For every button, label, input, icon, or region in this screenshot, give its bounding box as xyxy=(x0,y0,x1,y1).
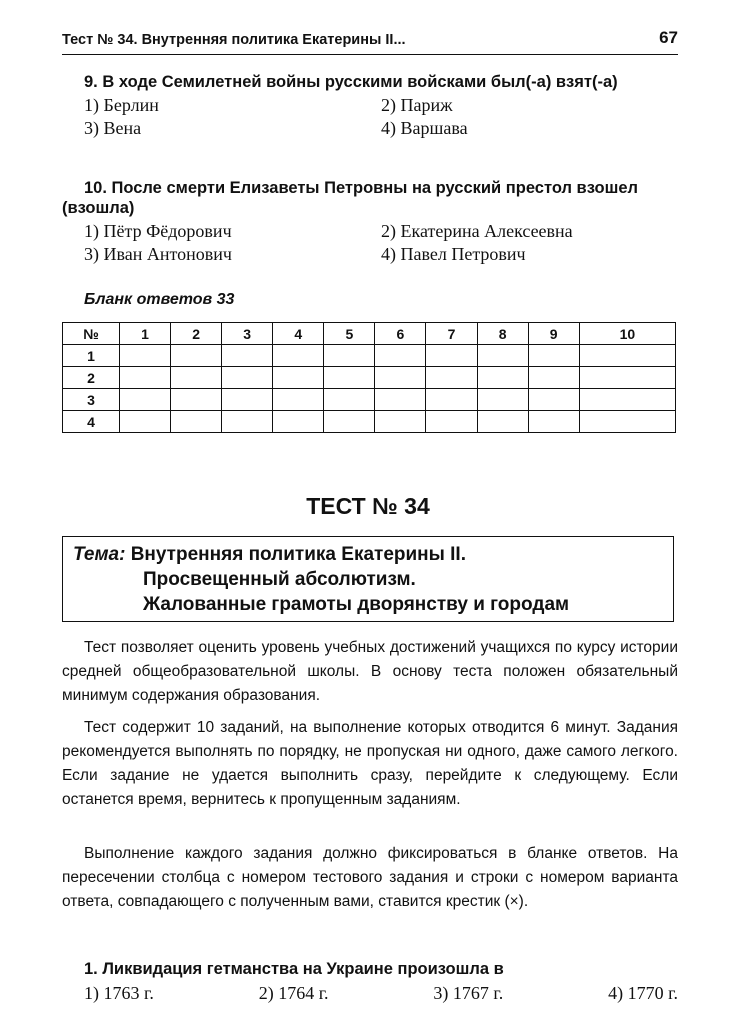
answer-form-cell xyxy=(120,345,171,367)
intro-paragraph-1: Тест позволяет оценить уровень учебных достижений учащихся по курсу истории средней общеобразовательной школы. В основу теста положен обязательный минимум содержания образования. xyxy=(62,639,678,704)
question-1-text: 1. Ликвидация гетманства на Украине произошла в xyxy=(84,960,504,978)
answer-form-cell xyxy=(222,411,273,433)
q9-option-2: 2) Париж xyxy=(381,95,453,115)
topic-line-1: Внутренняя политика Екатерины II. xyxy=(130,544,466,565)
question-9-text: 9. В ходе Семилетней войны русскими войсками был(-а) взят(-а) xyxy=(84,73,618,91)
answer-form-cell xyxy=(324,345,375,367)
q9-option-3: 3) Вена xyxy=(84,118,142,138)
answer-form-cell xyxy=(273,389,324,411)
question-9 xyxy=(62,72,678,140)
intro-paragraph-2: Тест содержит 10 заданий, на выполнение которых отводится 6 минут. Задания рекомендуется выполнять по порядку, не пропуская ни одного, даже самого легкого. Если задание не удается выполнить сразу, перейдите к следующему. Если останется время, вернитесь к пропущенным заданиям. xyxy=(62,719,678,808)
question-1 xyxy=(62,958,678,1005)
topic-line-3: Жалованные грамоты дворянству и городам xyxy=(143,594,570,615)
answer-form-column-header: 9 xyxy=(528,323,579,345)
q1-option-2: 2) 1764 г. xyxy=(258,983,329,1003)
page-number: 67 xyxy=(659,28,678,47)
running-title: Тест № 34. Внутренняя политика Екатерины II... xyxy=(62,32,406,48)
answer-form-cell xyxy=(273,367,324,389)
answer-form-column-header: 3 xyxy=(222,323,273,345)
answer-form-cell xyxy=(477,411,528,433)
answer-form-cell xyxy=(426,367,477,389)
answer-form-cell xyxy=(426,389,477,411)
question-10 xyxy=(62,178,678,266)
answer-form-cell xyxy=(171,345,222,367)
answer-form-cell xyxy=(528,345,579,367)
answer-form-cell xyxy=(579,367,675,389)
answer-form-cell xyxy=(426,345,477,367)
answer-form-cell xyxy=(375,345,426,367)
answer-form-column-header: 2 xyxy=(171,323,222,345)
answer-form-cell xyxy=(120,389,171,411)
answer-form-row xyxy=(63,411,676,433)
q10-option-4: 4) Павел Петрович xyxy=(381,244,526,264)
answer-form-cell xyxy=(477,345,528,367)
topic-box xyxy=(62,536,674,622)
answer-form-column-header: 5 xyxy=(324,323,375,345)
q1-option-4: 4) 1770 г. xyxy=(608,983,678,1003)
q10-option-1: 1) Пётр Фёдорович xyxy=(84,221,232,241)
answer-form-column-header: 4 xyxy=(273,323,324,345)
answer-form-cell xyxy=(273,411,324,433)
q1-option-3: 3) 1767 г. xyxy=(433,983,504,1003)
answer-form-cell xyxy=(222,345,273,367)
answer-form-cell xyxy=(324,411,375,433)
answer-form-cell xyxy=(375,389,426,411)
answer-form-cell xyxy=(375,367,426,389)
answer-form-column-header: 1 xyxy=(120,323,171,345)
answer-form-cell xyxy=(375,411,426,433)
q10-option-3: 3) Иван Антонович xyxy=(84,244,232,264)
answer-form-column-header: 6 xyxy=(375,323,426,345)
answer-form-row-header: 4 xyxy=(63,411,120,433)
question-10-text: 10. После смерти Елизаветы Петровны на русский престол взошел (взошла) xyxy=(62,179,638,217)
answer-form-cell xyxy=(120,411,171,433)
answer-form-cell xyxy=(528,411,579,433)
running-header xyxy=(62,28,678,55)
answer-form-row-header: 3 xyxy=(63,389,120,411)
answer-form-cell xyxy=(579,345,675,367)
q10-option-2: 2) Екатерина Алексеевна xyxy=(381,221,573,241)
answer-form-cell xyxy=(324,367,375,389)
intro-paragraph-3: Выполнение каждого задания должно фиксироваться в бланке ответов. На пересечении столбца с номером тестового задания и строки с номером варианта ответа, совпадающего с полученным вами, ставится крестик (×). xyxy=(62,845,678,910)
answer-form-cell xyxy=(426,411,477,433)
answer-form-cell xyxy=(222,389,273,411)
answer-form-row xyxy=(63,367,676,389)
answer-form-cell xyxy=(528,389,579,411)
answer-form-cell xyxy=(171,367,222,389)
question-10-options xyxy=(84,220,678,266)
answer-form-cell xyxy=(324,389,375,411)
answer-form-cell xyxy=(477,389,528,411)
answer-form-cell xyxy=(579,411,675,433)
answer-form-row xyxy=(63,345,676,367)
answer-form-table xyxy=(62,322,676,433)
answer-form-title: Бланк ответов 33 xyxy=(84,291,235,308)
answer-form-cell xyxy=(579,389,675,411)
answer-form-header-row xyxy=(63,323,676,345)
answer-form-cell xyxy=(477,367,528,389)
answer-form-cell xyxy=(528,367,579,389)
answer-form-corner: № xyxy=(63,323,120,345)
q9-option-4: 4) Варшава xyxy=(381,118,468,138)
topic-label: Тема: xyxy=(73,544,126,565)
question-9-options xyxy=(84,94,678,140)
answer-form-column-header: 8 xyxy=(477,323,528,345)
topic-line-2: Просвещенный абсолютизм. xyxy=(143,569,416,590)
answer-form-cell xyxy=(222,367,273,389)
question-1-options xyxy=(84,982,678,1005)
answer-form-cell xyxy=(171,411,222,433)
answer-form-cell xyxy=(273,345,324,367)
q9-option-1: 1) Берлин xyxy=(84,95,159,115)
answer-form-row xyxy=(63,389,676,411)
answer-form-cell xyxy=(171,389,222,411)
q1-option-1: 1) 1763 г. xyxy=(84,983,154,1003)
answer-form-column-header: 10 xyxy=(579,323,675,345)
answer-form-row-header: 2 xyxy=(63,367,120,389)
answer-form-cell xyxy=(120,367,171,389)
answer-form-row-header: 1 xyxy=(63,345,120,367)
answer-form-column-header: 7 xyxy=(426,323,477,345)
test-title: ТЕСТ № 34 xyxy=(306,493,430,519)
